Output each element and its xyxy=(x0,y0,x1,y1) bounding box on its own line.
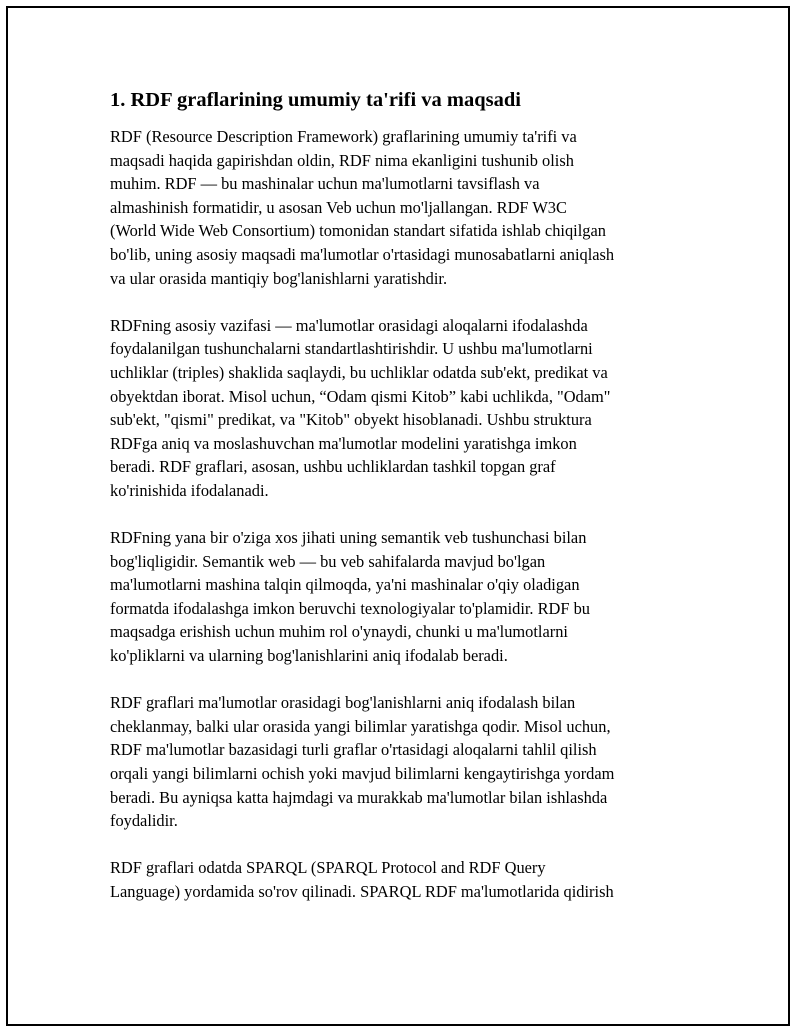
text-line: almashinish formatidir, u asosan Veb uchun mo'ljallangan. RDF W3C xyxy=(110,197,567,217)
text-line: cheklanmay, balki ular orasida yangi bilimlar yaratishga qodir. Misol uchun, xyxy=(110,716,611,736)
text-line: maqsadga erishish uchun muhim rol o'ynaydi, chunki u ma'lumotlarni xyxy=(110,622,568,642)
text-line: obyektdan iborat. Misol uchun, “Odam qismi Kitob” kabi uchlikda, "Odam" xyxy=(110,386,611,406)
text-line: uchliklar (triples) shaklida saqlaydi, bu uchliklar odatda sub'ekt, predikat va xyxy=(110,362,608,382)
text-line: ma'lumotlarni mashina talqin qilmoqda, ya'ni mashinalar o'qiy oladigan xyxy=(110,575,580,595)
text-line: beradi. Bu ayniqsa katta hajmdagi va murakkab ma'lumotlar bilan ishlashda xyxy=(110,787,608,807)
text-line: foydalidir. xyxy=(110,811,178,831)
text-line: formatda ifodalashga imkon beruvchi texnologiyalar to'plamidir. RDF bu xyxy=(110,598,591,618)
paragraph-4 xyxy=(110,691,690,833)
text-line: RDF (Resource Description Framework) graflarining umumiy ta'rifi va xyxy=(110,127,577,146)
document-body xyxy=(110,88,690,927)
text-line: RDF ma'lumotlar bazasidagi turli graflar o'rtasidagi aloqalarni tahlil qilish xyxy=(110,740,597,760)
text-line: foydalanilgan tushunchalarni standartlashtirishdir. U ushbu ma'lumotlarni xyxy=(110,339,593,359)
text-line: muhim. RDF — bu mashinalar uchun ma'lumotlarni tavsiflash va xyxy=(110,174,540,194)
text-line: orqali yangi bilimlarni ochish yoki mavjud bilimlarni kengaytirishga yordam xyxy=(110,764,615,784)
text-line: RDFning yana bir o'ziga xos jihati uning semantik veb tushunchasi bilan xyxy=(110,528,587,548)
text-line: va ular orasida mantiqiy bog'lanishlarni yaratishdir. xyxy=(110,268,448,288)
text-line: ko'pliklarni va ularning bog'lanishlarini aniq ifodalab beradi. xyxy=(110,646,508,666)
text-line: RDFga aniq va moslashuvchan ma'lumotlar modelini yaratishga imkon xyxy=(110,433,577,453)
text-line: bo'lib, uning asosiy maqsadi ma'lumotlar o'rtasidagi munosabatlarni aniqlash xyxy=(110,244,615,264)
text-line: Language) yordamida so'rov qilinadi. SPARQL RDF ma'lumotlarida qidirish xyxy=(110,882,614,901)
text-line: sub'ekt, "qismi" predikat, va "Kitob" obyekt hisoblanadi. Ushbu struktura xyxy=(110,410,592,430)
paragraph-1 xyxy=(110,125,690,290)
section-heading: 1. RDF graflarining umumiy ta'rifi va maqsadi xyxy=(110,89,521,111)
paragraph-3 xyxy=(110,526,690,668)
text-line: RDF graflari ma'lumotlar orasidagi bog'lanishlarni aniq ifodalash bilan xyxy=(110,693,576,713)
text-line: maqsadi haqida gapirishdan oldin, RDF nima ekanligini tushunib olish xyxy=(110,150,574,170)
text-line: beradi. RDF graflari, asosan, ushbu uchliklardan tashkil topgan graf xyxy=(110,457,556,477)
paragraph-5 xyxy=(110,856,690,903)
text-line: bog'liqligidir. Semantik web — bu veb sahifalarda mavjud bo'lgan xyxy=(110,551,546,571)
text-line: RDFning asosiy vazifasi — ma'lumotlar orasidagi aloqalarni ifodalashda xyxy=(110,315,588,335)
paragraph-2 xyxy=(110,314,690,503)
text-line: RDF graflari odatda SPARQL (SPARQL Protocol and RDF Query xyxy=(110,858,546,878)
text-line: (World Wide Web Consortium) tomonidan standart sifatida ishlab chiqilgan xyxy=(110,221,606,241)
text-line: ko'rinishida ifodalanadi. xyxy=(110,480,269,500)
